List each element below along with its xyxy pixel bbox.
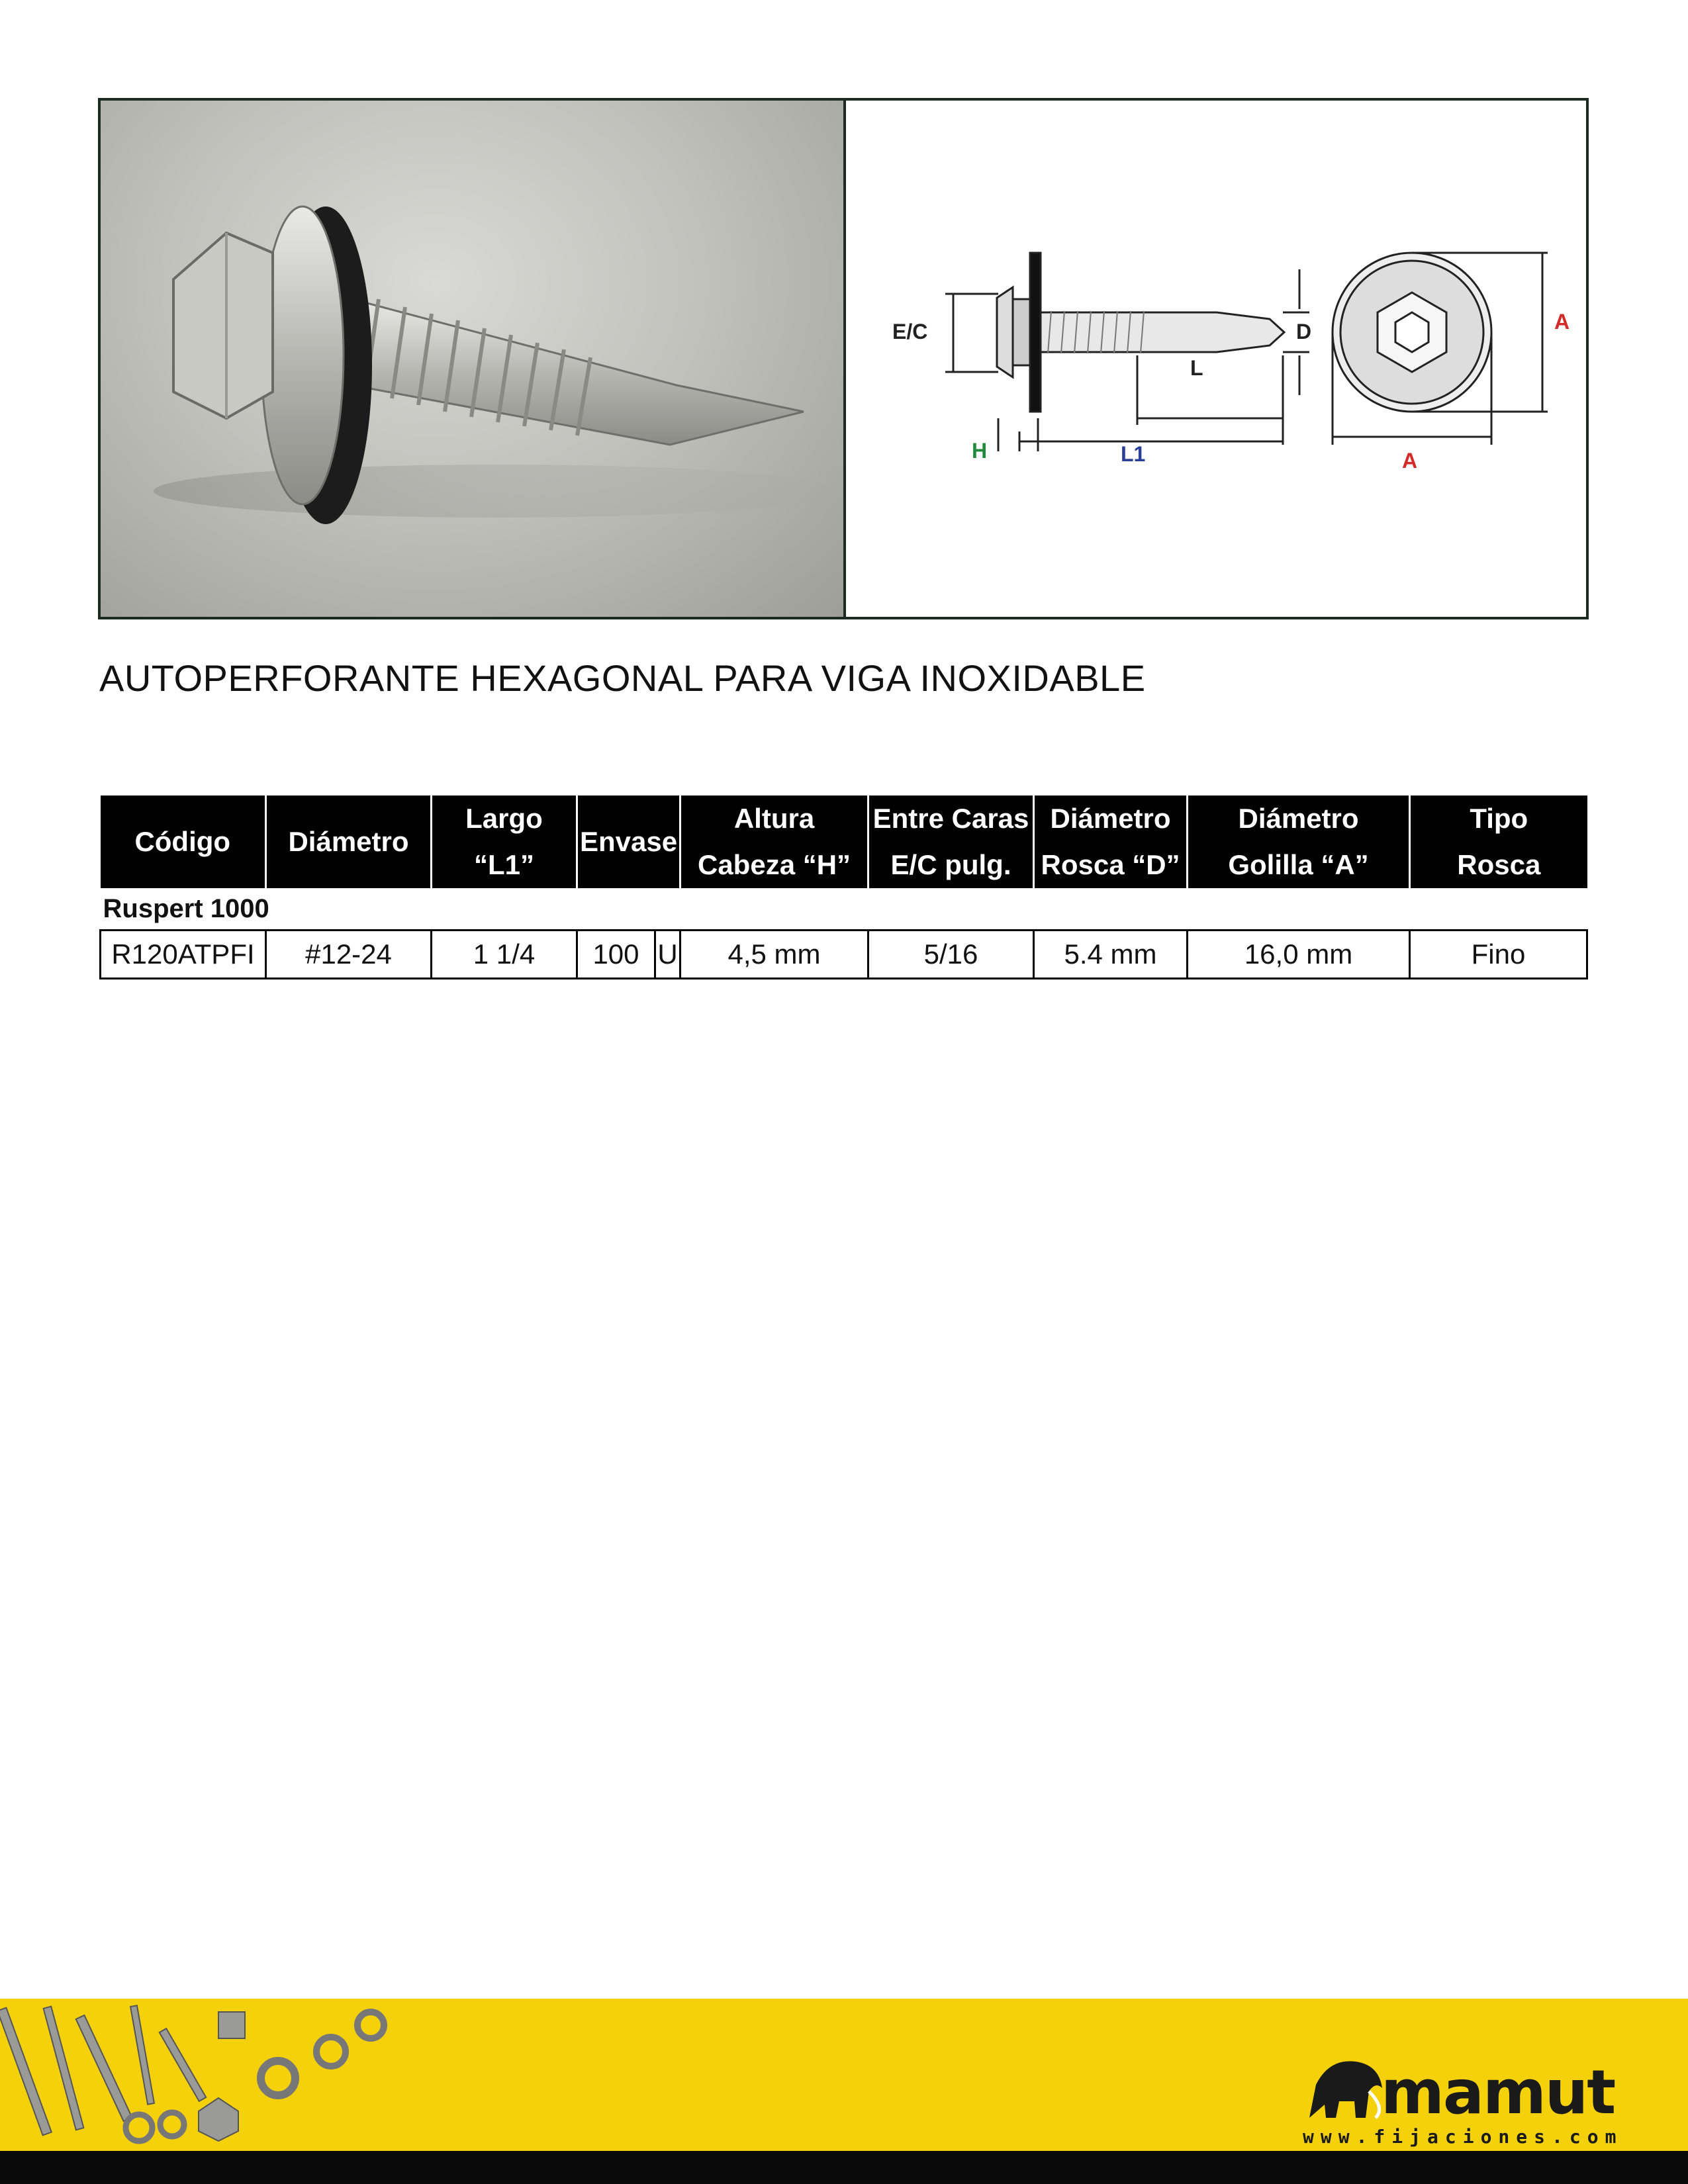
cell-codigo: R120ATPFI (101, 931, 266, 979)
screw-photo-illustration (101, 101, 841, 617)
a-side-label: A (1554, 310, 1570, 334)
mamut-logo (1303, 2052, 1623, 2148)
group-row (101, 888, 1587, 931)
screw-dimension-drawing (846, 101, 1586, 617)
cell-altura: 4,5 mm (680, 931, 868, 979)
l-label: L (1190, 356, 1203, 380)
header-largo: Largo “L1” (432, 796, 577, 888)
header-diametro-rosca: Diámetro Rosca “D” (1034, 796, 1188, 888)
cell-entre-caras: 5/16 (868, 931, 1034, 979)
cell-diametro: #12-24 (266, 931, 432, 979)
product-photo (101, 101, 846, 617)
cell-largo: 1 1/4 (432, 931, 577, 979)
cell-envase-qty: 100 (577, 931, 655, 979)
footer-black-bar (0, 2151, 1688, 2184)
header-altura: Altura Cabeza “H” (680, 796, 868, 888)
ec-label: E/C (892, 320, 928, 343)
header-diametro-golilla: Diámetro Golilla “A” (1188, 796, 1410, 888)
cell-diametro-golilla: 16,0 mm (1188, 931, 1410, 979)
header-envase: Envase (577, 796, 680, 888)
cell-envase-unit: U (655, 931, 680, 979)
l1-label: L1 (1121, 442, 1146, 466)
fasteners-decoration (0, 1999, 596, 2151)
a-bottom-label: A (1402, 449, 1418, 473)
header-codigo: Código (101, 796, 266, 888)
h-label: H (972, 439, 988, 463)
brand-name: mamut (1381, 2057, 1615, 2128)
group-label: Ruspert 1000 (103, 893, 269, 923)
header-diametro: Diámetro (266, 796, 432, 888)
brand-url: www.fijaciones.com (1303, 2126, 1623, 2148)
header-tipo-rosca: Tipo Rosca (1410, 796, 1587, 888)
product-image-frame (98, 98, 1589, 619)
technical-diagram (846, 101, 1586, 617)
spec-table (99, 796, 1588, 979)
product-title: AUTOPERFORANTE HEXAGONAL PARA VIGA INOXIDABLE (99, 657, 1146, 699)
table-header-row (101, 796, 1587, 888)
table-row (101, 931, 1587, 979)
header-entre-caras: Entre Caras E/C pulg. (868, 796, 1034, 888)
cell-diametro-rosca: 5.4 mm (1034, 931, 1188, 979)
footer-band (0, 1999, 1688, 2184)
mammoth-icon (1303, 2052, 1389, 2124)
cell-tipo-rosca: Fino (1410, 931, 1587, 979)
d-label: D (1296, 320, 1312, 343)
